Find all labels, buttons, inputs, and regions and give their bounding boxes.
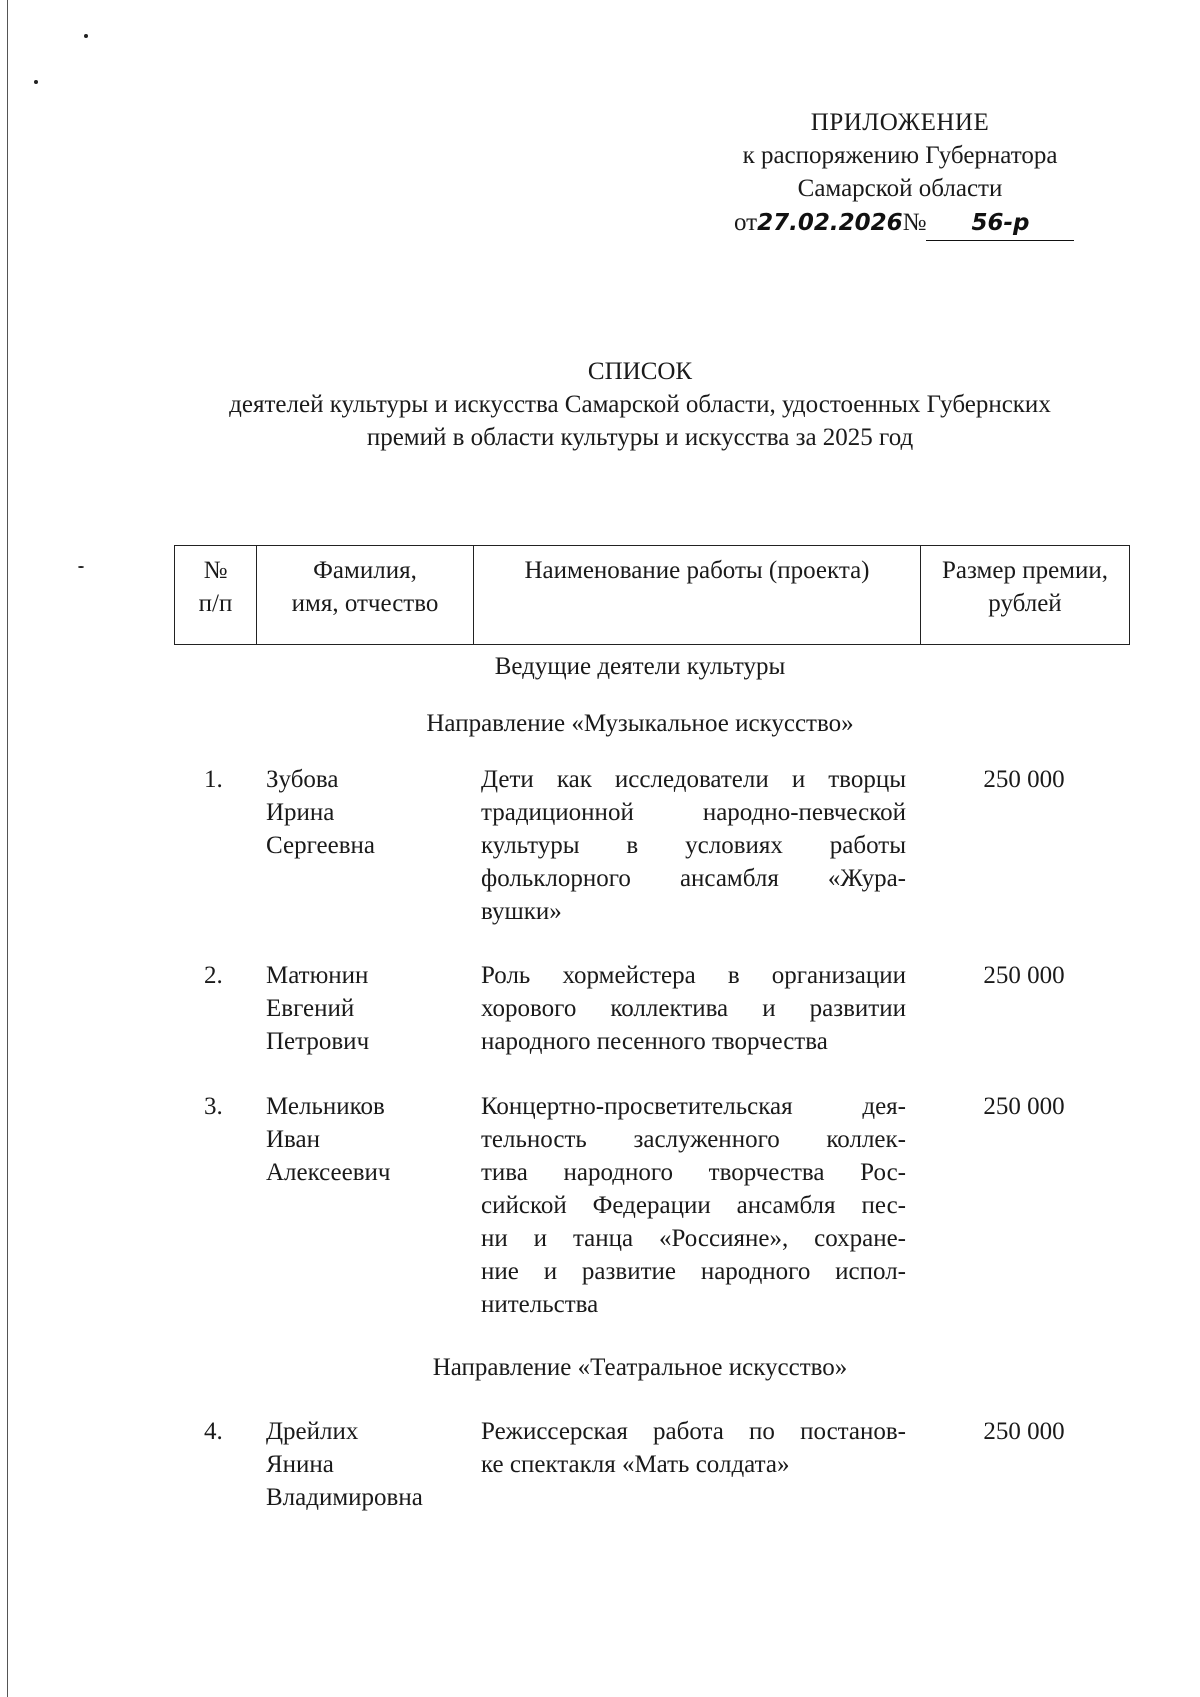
scan-speck xyxy=(34,80,38,84)
date-prefix: от xyxy=(734,209,758,236)
row-fio xyxy=(266,1415,466,1514)
appendix-title: ПРИЛОЖЕНИЕ xyxy=(810,109,990,136)
work-line: Режиссерская работа по постанов- xyxy=(481,1418,906,1445)
fio-line: Зубова xyxy=(266,766,339,793)
fio-line: Евгений xyxy=(266,995,355,1022)
document-title: СПИСОК xyxy=(587,358,693,385)
section-heading-theatre: Направление «Театральное искусство» xyxy=(432,1354,848,1381)
document-title-block xyxy=(150,355,1130,454)
scan-speck xyxy=(78,566,84,568)
scan-speck xyxy=(84,34,88,38)
work-line: Роль хормейстера в организации xyxy=(481,962,906,989)
section-heading-music: Направление «Музыкальное искусство» xyxy=(426,710,854,737)
fio-line: Ирина xyxy=(266,799,335,826)
order-date: 27.02.2026 xyxy=(757,210,903,236)
row-work xyxy=(481,763,906,928)
row-number: 1. xyxy=(204,766,223,793)
fio-line: Иван xyxy=(266,1126,321,1153)
header-number xyxy=(175,546,257,644)
order-date-number-line xyxy=(734,206,1074,240)
header-work xyxy=(474,546,921,644)
header-prize xyxy=(921,546,1129,644)
fio-line: Сергеевна xyxy=(266,832,375,859)
document-subtitle-line-2: премий в области культуры и искусства за 2025 год xyxy=(366,424,914,451)
row-work xyxy=(481,1415,906,1481)
work-line: фольклорного ансамбля «Жура- xyxy=(481,865,906,892)
header-fio xyxy=(257,546,474,644)
row-prize: 250 000 xyxy=(983,962,1065,989)
document-subtitle-line-1: деятелей культуры и искусства Самарской области, удостоенных Губернских xyxy=(229,391,1051,418)
work-line: народного песенного творчества xyxy=(481,1028,828,1055)
scan-edge-line xyxy=(7,0,8,1697)
row-number: 3. xyxy=(204,1093,223,1120)
row-work xyxy=(481,1090,906,1321)
fio-line: Алексеевич xyxy=(266,1159,391,1186)
order-number: 56-р xyxy=(971,210,1030,236)
work-line: традиционной народно-певческой xyxy=(481,799,906,826)
row-prize: 250 000 xyxy=(983,1418,1065,1445)
appendix-line-1: к распоряжению Губернатора xyxy=(742,142,1058,169)
work-line: хорового коллектива и развитии xyxy=(481,995,906,1022)
header-fio-line-2: имя, отчество xyxy=(291,590,439,617)
header-work-title: Наименование работы (проекта) xyxy=(524,557,870,584)
row-fio xyxy=(266,1090,466,1189)
fio-line: Дрейлих xyxy=(266,1418,359,1445)
row-fio xyxy=(266,763,466,862)
fio-line: Владимировна xyxy=(266,1484,423,1511)
work-line: тельность заслуженного коллек- xyxy=(481,1126,906,1153)
row-prize: 250 000 xyxy=(983,1093,1065,1120)
work-line: ке спектакля «Мать солдата» xyxy=(481,1451,790,1478)
category-heading: Ведущие деятели культуры xyxy=(494,653,786,680)
work-line: вушки» xyxy=(481,898,562,925)
work-line: Дети как исследователи и творцы xyxy=(481,766,906,793)
table-header xyxy=(174,545,1130,645)
fio-line: Мельников xyxy=(266,1093,385,1120)
header-fio-line-1: Фамилия, xyxy=(313,557,417,584)
header-prize-line-1: Размер премии, xyxy=(942,557,1108,584)
row-number: 4. xyxy=(204,1418,223,1445)
number-prefix: № xyxy=(902,209,927,236)
work-line: культуры в условиях работы xyxy=(481,832,906,859)
row-prize: 250 000 xyxy=(983,766,1065,793)
row-fio xyxy=(266,959,466,1058)
fio-line: Петрович xyxy=(266,1028,370,1055)
row-number: 2. xyxy=(204,962,223,989)
work-line: сийской Федерации ансамбля пес- xyxy=(481,1192,906,1219)
fio-line: Янина xyxy=(266,1451,334,1478)
work-line: тива народного творчества Рос- xyxy=(481,1159,906,1186)
appendix-line-2: Самарской области xyxy=(797,175,1003,202)
fio-line: Матюнин xyxy=(266,962,369,989)
header-number-line-1: № xyxy=(203,557,228,584)
header-number-line-2: п/п xyxy=(198,590,233,617)
appendix-block xyxy=(700,106,1100,205)
work-line: Концертно-просветительская дея- xyxy=(481,1093,906,1120)
work-line: ние и развитие народного испол- xyxy=(481,1258,906,1285)
work-line: ни и танца «Россияне», сохране- xyxy=(481,1225,906,1252)
header-prize-line-2: рублей xyxy=(988,590,1062,617)
work-line: нительства xyxy=(481,1291,599,1318)
row-work xyxy=(481,959,906,1058)
